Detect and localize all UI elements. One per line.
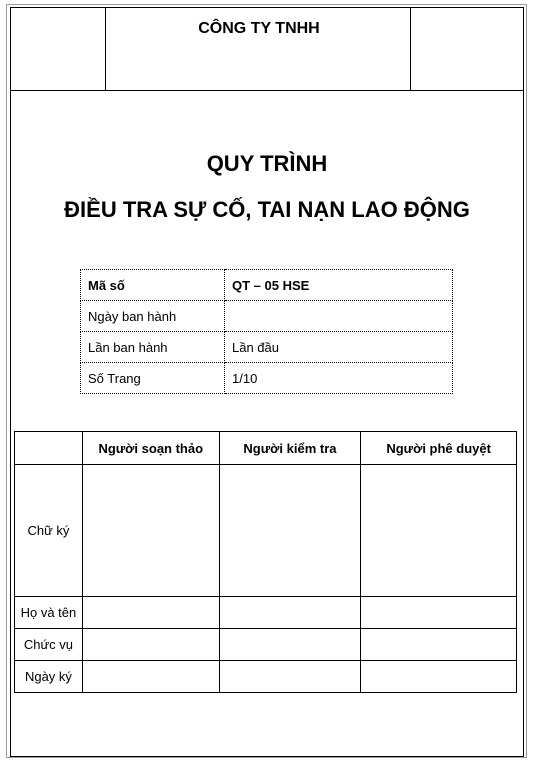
sign-date-cell-reviewer xyxy=(219,661,361,693)
position-cell-approver xyxy=(361,629,517,661)
info-row-issue-date xyxy=(81,301,453,332)
position-cell-drafter xyxy=(82,629,219,661)
header-drafter: Người soạn thảo xyxy=(82,432,219,465)
signature-row xyxy=(15,465,517,597)
info-value: 1/10 xyxy=(225,363,453,394)
document-frame xyxy=(10,7,524,757)
signature-table xyxy=(14,431,517,693)
info-label: Lần ban hành xyxy=(81,332,225,363)
signature-header-blank xyxy=(15,432,83,465)
company-name: CÔNG TY TNHH xyxy=(198,20,320,37)
sign-date-cell-approver xyxy=(361,661,517,693)
info-row-pages xyxy=(81,363,453,394)
signature-cell-reviewer xyxy=(219,465,361,597)
info-label: Mã số xyxy=(81,270,225,301)
fullname-cell-drafter xyxy=(82,597,219,629)
info-row-code xyxy=(81,270,453,301)
row-label-sign-date: Ngày ký xyxy=(15,661,83,693)
document-title: QUY TRÌNH xyxy=(206,151,328,176)
document-info-table xyxy=(80,269,453,394)
header-divider-left xyxy=(105,8,106,90)
row-label-position: Chức vụ xyxy=(15,629,83,661)
row-label-fullname: Họ và tên xyxy=(15,597,83,629)
info-label: Số Trang xyxy=(81,363,225,394)
info-label: Ngày ban hành xyxy=(81,301,225,332)
position-cell-reviewer xyxy=(219,629,361,661)
info-value: QT – 05 HSE xyxy=(225,270,453,301)
signature-cell-drafter xyxy=(82,465,219,597)
row-label-signature: Chữ ký xyxy=(15,465,83,597)
header-box xyxy=(11,8,523,91)
header-reviewer: Người kiểm tra xyxy=(219,432,361,465)
header-approver: Người phê duyệt xyxy=(361,432,517,465)
document-subtitle: ĐIỀU TRA SỰ CỐ, TAI NẠN LAO ĐỘNG xyxy=(64,197,470,222)
info-value xyxy=(225,301,453,332)
fullname-row xyxy=(15,597,517,629)
sign-date-row xyxy=(15,661,517,693)
fullname-cell-approver xyxy=(361,597,517,629)
position-row xyxy=(15,629,517,661)
signature-header-row xyxy=(15,432,517,465)
sign-date-cell-drafter xyxy=(82,661,219,693)
signature-cell-approver xyxy=(361,465,517,597)
info-value: Lần đầu xyxy=(225,332,453,363)
info-row-issue-number xyxy=(81,332,453,363)
fullname-cell-reviewer xyxy=(219,597,361,629)
